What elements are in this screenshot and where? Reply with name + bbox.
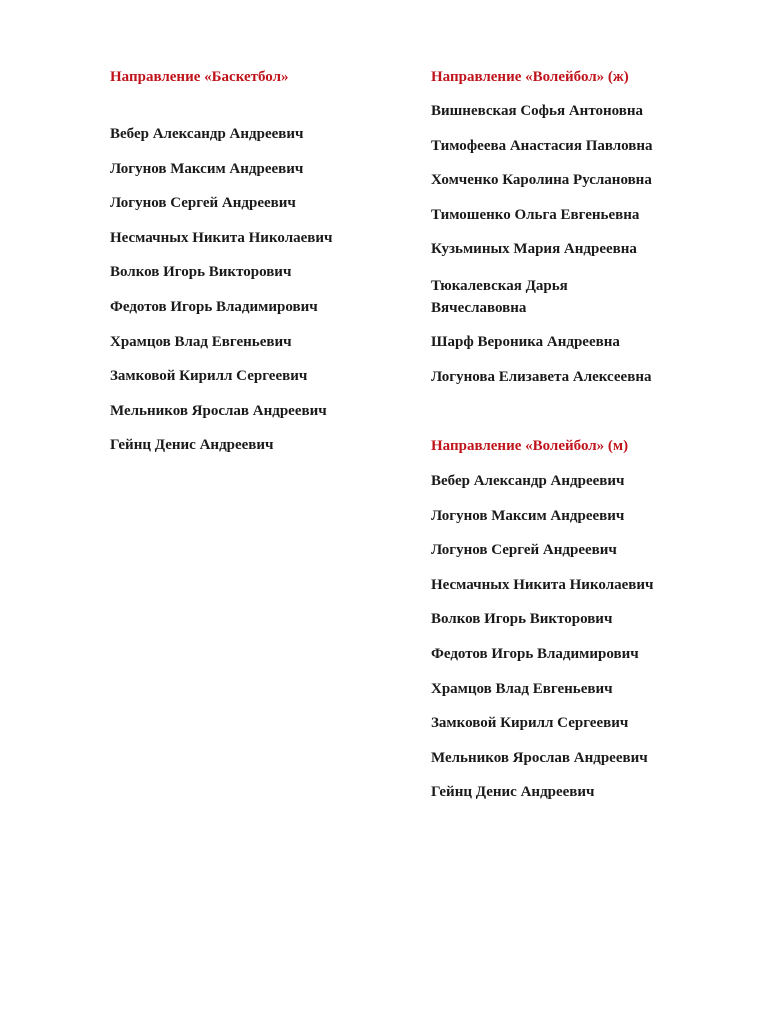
roster-name: Вебер Александр Андреевич [431,473,625,489]
roster-name: Гейнц Денис Андреевич [110,437,274,454]
roster-name: Логунов Максим Андреевич [110,160,304,177]
roster-name: Федотов Игорь Владимирович [431,645,639,662]
roster-name: Волков Игорь Викторович [431,611,613,628]
roster-name: Шарф Вероника Андреевна [431,333,620,350]
roster-name: Замковой Кирилл Сергеевич [110,368,308,385]
roster-name: Мельников Ярослав Андреевич [110,402,327,419]
roster-name: Логунова Елизавета Алексеевна [431,368,652,385]
roster-name: Логунов Максим Андреевич [431,507,625,524]
roster-name: Храмцов Влад Евгеньевич [110,333,292,350]
volleyball-men-heading: Направление «Волейбол» (м) [431,438,629,454]
volleyball-men-roster [431,472,653,818]
roster-name: Тимошенко Ольга Евгеньевна [431,206,640,223]
volleyball-women-heading: Направление «Волейбол» (ж) [431,69,629,85]
basketball-roster [110,125,332,471]
roster-name: Вишневская Софья Антоновна [431,103,643,119]
roster-name: Логунов Сергей Андреевич [431,542,617,559]
roster-name: Храмцов Влад Евгеньевич [431,680,613,697]
roster-name: Замковой Кирилл Сергеевич [431,715,629,732]
roster-name: Тимофеева Анастасия Павловна [431,137,653,154]
roster-name: Несмачных Никита Николаевич [110,229,333,246]
roster-name: Логунов Сергей Андреевич [110,195,296,212]
roster-name: Несмачных Никита Николаевич [431,576,654,593]
roster-name: Федотов Игорь Владимирович [110,298,318,315]
roster-name: Хомченко Каролина Руслановна [431,172,652,189]
basketball-heading: Направление «Баскетбол» [110,69,289,85]
roster-name: Тюкалевская Дарья Вячеславовна [431,277,568,316]
roster-name: Гейнц Денис Андреевич [431,784,595,801]
roster-name: Вебер Александр Андреевич [110,126,304,142]
volleyball-women-roster [431,102,653,402]
roster-name: Волков Игорь Викторович [110,264,292,281]
roster-name: Мельников Ярослав Андреевич [431,749,648,766]
roster-name: Кузьминых Мария Андреевна [431,241,637,258]
